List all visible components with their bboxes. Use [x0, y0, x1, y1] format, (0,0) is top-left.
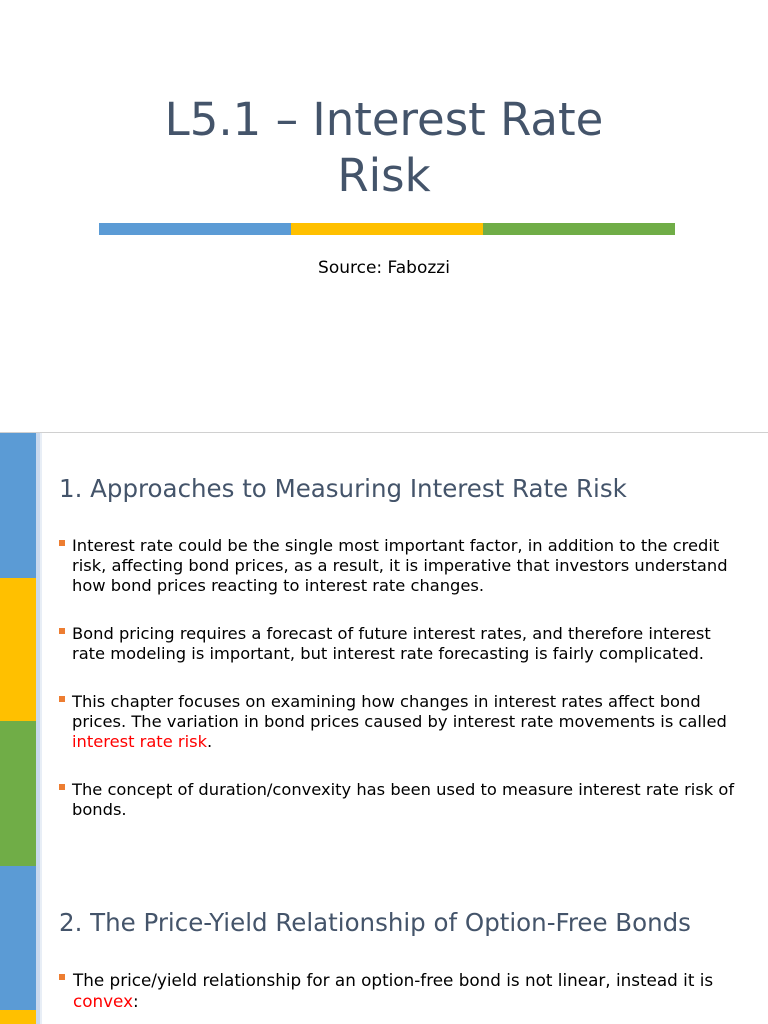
bullet-square-icon [59, 540, 65, 546]
bullet-text-after: : [133, 991, 139, 1011]
bullet-item [59, 692, 749, 752]
side-strip-blue-2 [0, 866, 36, 1010]
section-1-bullet-list [59, 536, 749, 848]
bullet-square-icon [59, 696, 65, 702]
section-2-bullet-list [59, 970, 749, 1012]
title-slide [0, 0, 768, 432]
bullet-text: The concept of duration/convexity has been used to measure interest rate risk of bonds. [72, 780, 735, 819]
bullet-text-before: This chapter focuses on examining how changes in interest rates affect bond prices. The variation in bond prices caused by interest rate movements is called [72, 692, 727, 731]
bullet-item [59, 536, 749, 596]
side-strip-yellow-2 [0, 1010, 36, 1024]
side-color-strip [0, 433, 36, 1024]
bullet-text-after: . [207, 732, 213, 751]
bullet-square-icon [59, 784, 65, 790]
slide-title-line1: L5.1 – Interest Rate [164, 93, 604, 146]
slide-title [100, 92, 668, 204]
bullet-item [59, 970, 749, 1012]
side-strip-yellow [0, 578, 36, 721]
slide-title-line2: Risk [337, 149, 431, 202]
side-strip-edge-light [40, 433, 42, 1024]
bullet-text: Interest rate could be the single most important factor, in addition to the credit risk, affecting bond prices, as a result, it is imperative that investors understand how bond prices reacting to interest rate changes. [72, 536, 728, 595]
side-strip-blue [0, 433, 36, 578]
side-strip-green [0, 721, 36, 866]
bullet-text: Bond pricing requires a forecast of future interest rates, and therefore interest rate modeling is important, but interest rate forecasting is fairly complicated. [72, 624, 711, 663]
bullet-item [59, 780, 749, 820]
content-slide [0, 433, 768, 1024]
bullet-square-icon [59, 628, 65, 634]
tricolor-divider-bar [99, 223, 675, 235]
section-2-heading: 2. The Price-Yield Relationship of Option-Free Bonds [59, 908, 691, 937]
highlight-convex: convex [73, 991, 134, 1011]
slide-subtitle: Source: Fabozzi [318, 258, 450, 278]
divider-bar-blue [99, 223, 291, 235]
bullet-square-icon [59, 974, 65, 980]
section-1-heading: 1. Approaches to Measuring Interest Rate Risk [59, 474, 627, 503]
bullet-text-before: The price/yield relationship for an option-free bond is not linear, instead it is [73, 970, 714, 990]
divider-bar-yellow [291, 223, 483, 235]
bullet-item [59, 624, 749, 664]
divider-bar-green [483, 223, 675, 235]
highlight-interest-rate-risk: interest rate risk [72, 732, 208, 751]
